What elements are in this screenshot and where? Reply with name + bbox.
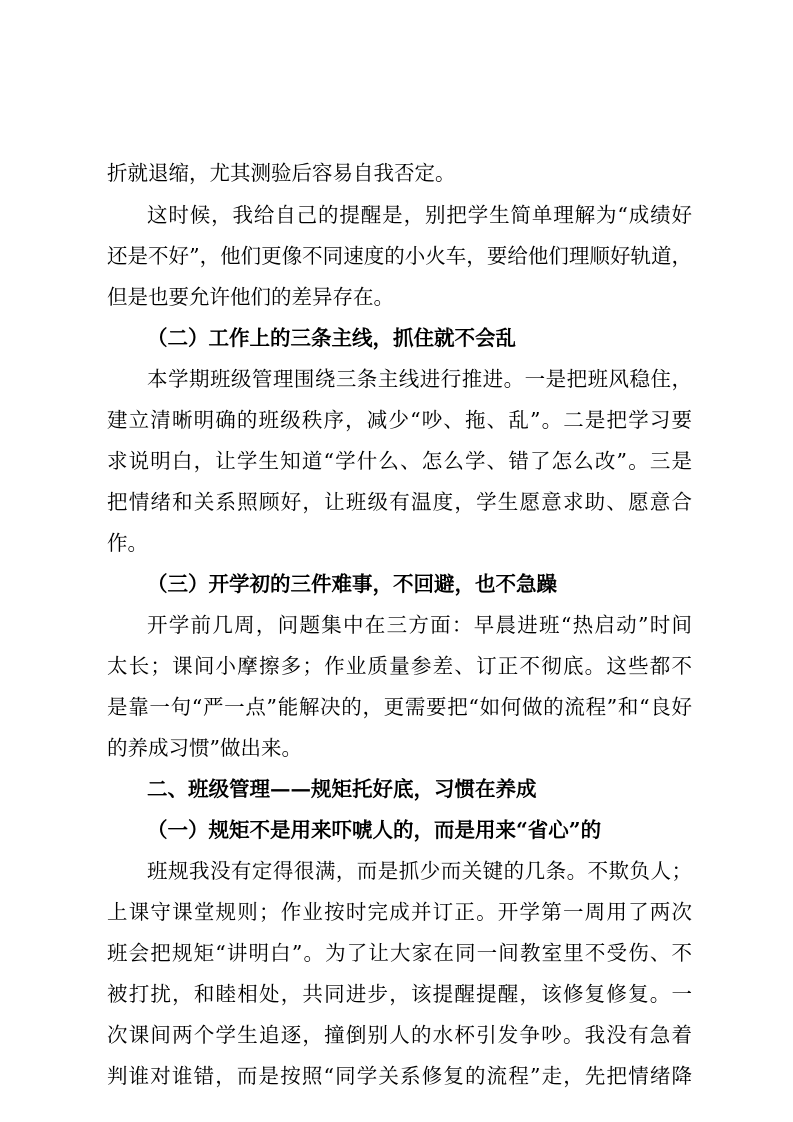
- paragraph-line: 太长；课间小摩擦多；作业质量参差、订正不彻底。这些都不: [107, 654, 692, 678]
- paragraph-line: 班会把规矩“讲明白”。为了让大家在同一间教室里不受伤、不: [107, 941, 692, 965]
- paragraph-line: 的养成习惯”做出来。: [107, 736, 302, 760]
- paragraph-line: 班规我没有定得很满，而是抓少而关键的几条。不欺负人；: [147, 859, 692, 883]
- paragraph-line: 次课间两个学生追逐，撞倒别人的水杯引发争吵。我没有急着: [107, 1023, 692, 1047]
- paragraph-line: 还是不好”，他们更像不同速度的小火车，要给他们理顺好轨道，: [107, 244, 692, 268]
- paragraph-line: 求说明白，让学生知道“学什么、怎么学、错了怎么改”。三是: [107, 449, 692, 473]
- paragraph-line: 建立清晰明确的班级秩序，减少“吵、拖、乱”。二是把学习要: [107, 408, 692, 432]
- section-heading: （一）规矩不是用来吓唬人的，而是用来“省心”的: [147, 818, 602, 842]
- paragraph-line: 作。: [107, 531, 148, 555]
- paragraph-line: 上课守课堂规则；作业按时完成并订正。开学第一周用了两次: [107, 900, 692, 924]
- section-heading: （三）开学初的三件难事，不回避，也不急躁: [147, 572, 557, 596]
- paragraph-line: 是靠一句“严一点”能解决的，更需要把“如何做的流程”和“良好: [107, 695, 692, 719]
- paragraph-line: 判谁对谁错，而是按照“同学关系修复的流程”走，先把情绪降: [107, 1064, 692, 1088]
- paragraph-line: 折就退缩，尤其测验后容易自我否定。: [107, 161, 456, 185]
- paragraph-line: 把情绪和关系照顾好，让班级有温度，学生愿意求助、愿意合: [107, 490, 692, 514]
- chapter-heading: 二、班级管理——规矩托好底，习惯在养成: [147, 777, 537, 801]
- paragraph-line: 但是也要允许他们的差异存在。: [107, 285, 394, 309]
- section-heading: （二）工作上的三条主线，抓住就不会乱: [147, 326, 516, 350]
- paragraph-line: 这时候，我给自己的提醒是，别把学生简单理解为“成绩好: [147, 203, 692, 227]
- paragraph-line: 被打扰，和睦相处，共同进步，该提醒提醒，该修复修复。一: [107, 982, 692, 1006]
- paragraph-line: 本学期班级管理围绕三条主线进行推进。一是把班风稳住，: [147, 367, 692, 391]
- paragraph-line: 开学前几周，问题集中在三方面：早晨进班“热启动”时间: [147, 613, 692, 637]
